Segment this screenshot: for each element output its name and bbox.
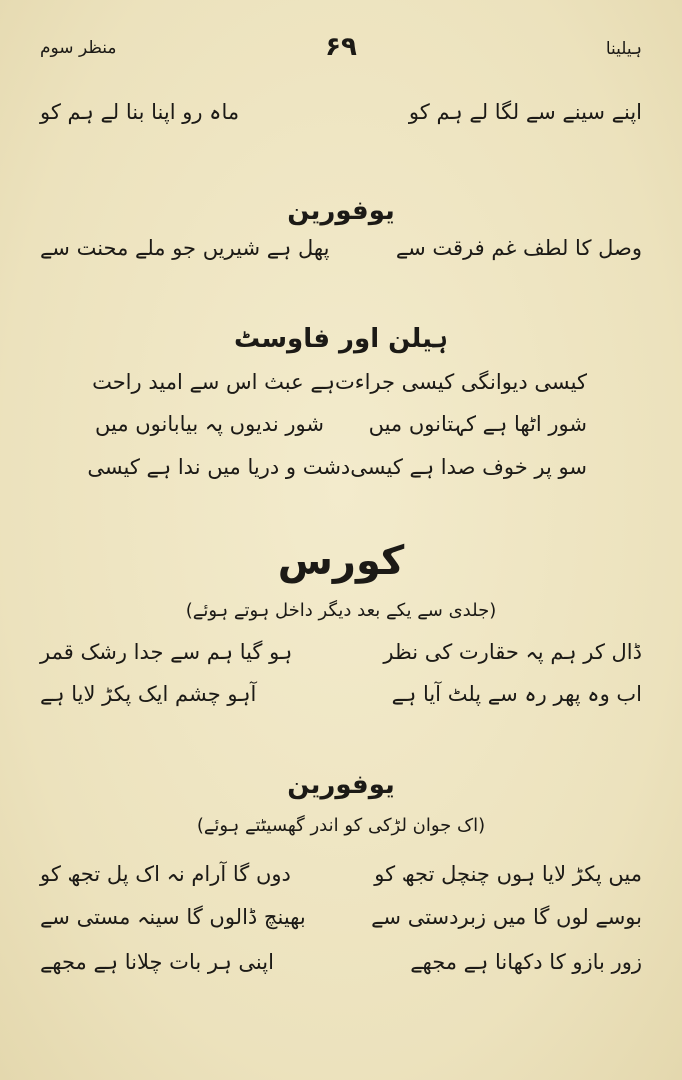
chorus-heading: کورس — [277, 538, 405, 584]
verse-right: میں پکڑ لایا ہوں چنچل تجھ کو — [374, 862, 642, 886]
verse-line — [40, 905, 642, 929]
verse-right: شور اٹھا ہے کہتانوں میں — [368, 412, 587, 436]
stage-direction: (اک جوان لڑکی کو اندر گھسیٹتے ہوئے) — [196, 815, 486, 836]
verse-right: کیسی دیوانگی کیسی جراءت — [334, 370, 587, 394]
verse-line — [40, 862, 642, 886]
verse-right: بوسے لوں گا میں زبردستی سے — [371, 905, 642, 929]
verse-left: آہو چشم ایک پکڑ لایا ہے — [40, 682, 257, 706]
verse-left: ہو گیا ہم سے جدا رشک قمر — [40, 640, 293, 664]
verse-line — [40, 100, 642, 124]
verse-line — [40, 682, 642, 706]
speaker-heading: یوفورین — [287, 770, 395, 800]
verse-right: اب وہ پھر رہ سے پلٹ آیا ہے — [391, 682, 642, 706]
speaker-heading: ہیلن اور فاوسٹ — [233, 324, 449, 354]
verse-left: شور ندیوں پہ بیابانوں میں — [95, 412, 324, 436]
page-header — [40, 32, 642, 72]
verse-line — [40, 950, 642, 974]
verse-right: زور بازو کا دکھانا ہے مجھے — [410, 950, 642, 974]
verse-left: بھینچ ڈالوں گا سینہ مستی سے — [40, 905, 306, 929]
verse-left: اپنی ہر بات چلانا ہے مجھے — [40, 950, 274, 974]
verse-left: ہے عبث اس سے امید راحت — [92, 370, 335, 394]
verse-left: پھل ہے شیریں جو ملے محنت سے — [40, 236, 330, 260]
verse-line — [40, 236, 642, 260]
verse-left: دشت و دریا میں ندا ہے کیسی — [87, 455, 351, 479]
verse-left: دوں گا آرام نہ اک پل تجھ کو — [40, 862, 291, 886]
stage-direction: (جلدی سے یکے بعد دیگر داخل ہوتے ہوئے) — [185, 600, 497, 621]
speaker-heading: یوفورین — [287, 196, 395, 226]
page-number: ۶۹ — [325, 32, 357, 62]
verse-right: سو پر خوف صدا ہے کیسی — [350, 455, 587, 479]
verse-line — [95, 412, 587, 436]
running-head-scene: منظر سوم — [40, 38, 117, 58]
verse-line — [40, 640, 642, 664]
verse-right: اپنے سینے سے لگا لے ہم کو — [408, 100, 642, 124]
verse-right: وصل کا لطف غم فرقت سے — [395, 236, 642, 260]
verse-line — [87, 455, 587, 479]
verse-line — [92, 370, 587, 394]
verse-left: ماہ رو اپنا بنا لے ہم کو — [40, 100, 240, 124]
running-head-title: ہیلینا — [605, 39, 642, 59]
verse-right: ڈال کر ہم پہ حقارت کی نظر — [383, 640, 642, 664]
